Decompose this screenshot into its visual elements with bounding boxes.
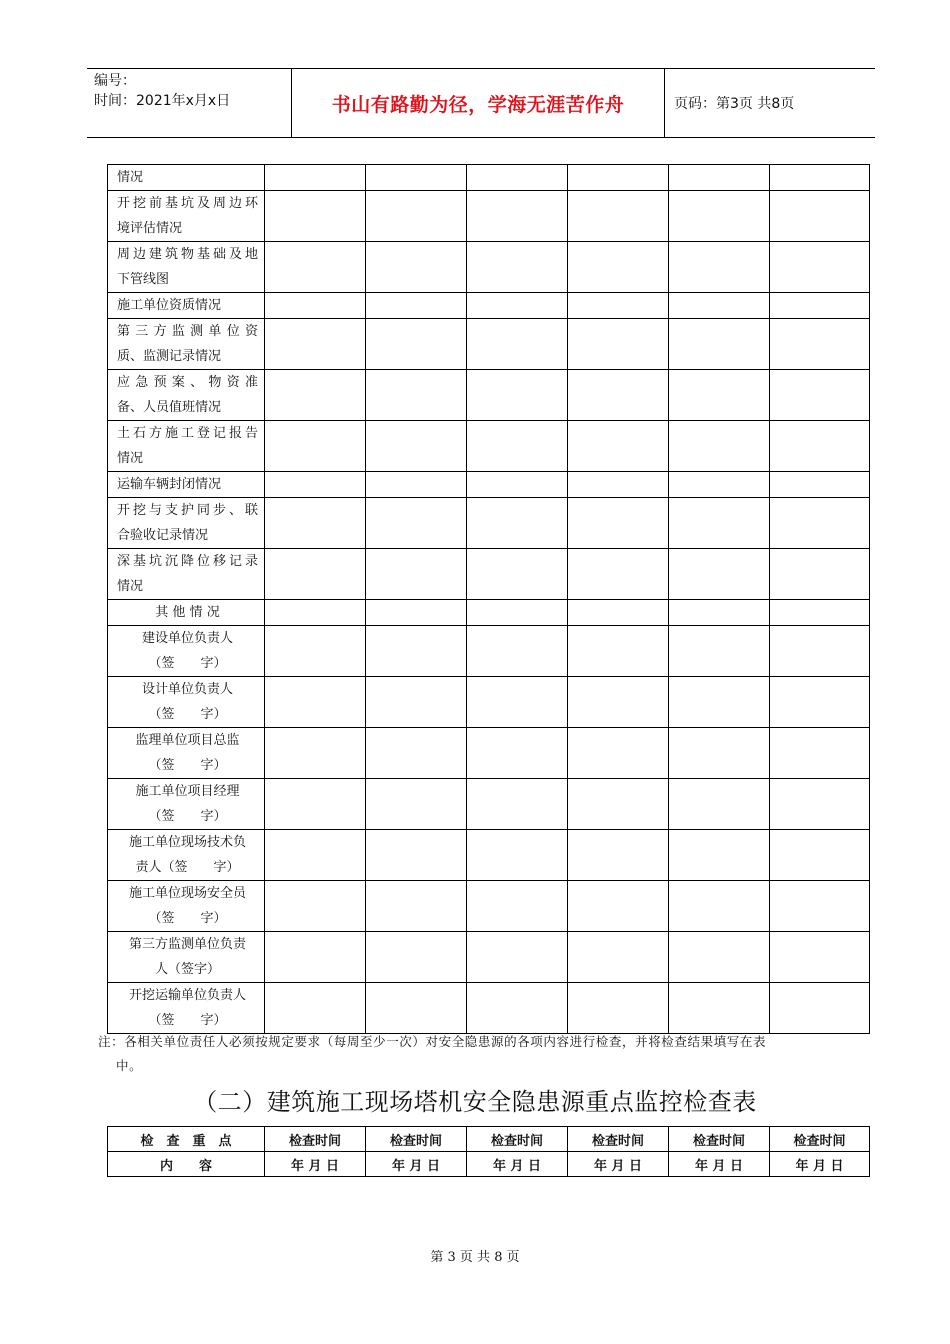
row-label-line: 周边建筑物基础及地 xyxy=(117,247,258,262)
check-cell[interactable] xyxy=(467,779,568,830)
row-label-line: （签 字） xyxy=(148,656,227,671)
row-label-line: 土石方施工登记报告 xyxy=(117,426,258,441)
date-cell[interactable]: 年 月 日 xyxy=(568,1152,669,1177)
check-cell[interactable] xyxy=(366,626,467,677)
row-label-line: 运输车辆封闭情况 xyxy=(117,477,222,492)
table-row xyxy=(108,728,870,779)
row-label xyxy=(108,932,265,983)
note-line-1: 注：各相关单位责任人必须按规定要求（每周至少一次）对安全隐患源的各项内容进行检查，并将检查结果填写在表 xyxy=(98,1034,767,1049)
row-label-line: 下管线图 xyxy=(117,272,170,287)
check-cell[interactable] xyxy=(366,421,467,472)
check-cell[interactable] xyxy=(770,932,870,983)
check-cell[interactable] xyxy=(770,498,870,549)
row-label-line: 情况 xyxy=(117,451,144,466)
check-cell[interactable] xyxy=(669,830,770,881)
check-cell[interactable] xyxy=(467,626,568,677)
page-header xyxy=(87,68,875,138)
check-cell[interactable] xyxy=(568,677,669,728)
row-label-line: （签 字） xyxy=(148,809,227,824)
check-cell[interactable] xyxy=(770,165,870,191)
check-cell[interactable] xyxy=(770,728,870,779)
check-cell[interactable] xyxy=(366,191,467,242)
row-label xyxy=(108,549,265,600)
check-cell[interactable] xyxy=(265,779,366,830)
row-label-line: 质、监测记录情况 xyxy=(117,349,222,364)
check-cell[interactable] xyxy=(366,779,467,830)
row-label xyxy=(108,600,265,626)
row-label-line: （签 字） xyxy=(148,911,227,926)
page-footer: 第 3 页 共 8 页 xyxy=(430,1250,520,1265)
check-cell[interactable] xyxy=(770,779,870,830)
section-title: （二）建筑施工现场塔机安全隐患源重点监控检查表 xyxy=(193,1088,757,1116)
check-cell[interactable] xyxy=(265,191,366,242)
row-label-line: 第三方监测单位资 xyxy=(117,324,258,339)
check-cell[interactable] xyxy=(568,498,669,549)
row-label-line: 情况 xyxy=(117,170,144,185)
row-label-line: 监理单位项目总监 xyxy=(135,733,240,748)
row-label xyxy=(108,191,265,242)
check-cell[interactable] xyxy=(467,191,568,242)
table-row xyxy=(108,191,870,242)
check-cell[interactable] xyxy=(366,165,467,191)
check-cell[interactable] xyxy=(770,983,870,1034)
row-label-line: 施工单位现场安全员 xyxy=(128,886,246,901)
key-points-header: 检 查 重 点 xyxy=(108,1127,265,1152)
check-cell[interactable] xyxy=(669,677,770,728)
row-label xyxy=(108,242,265,293)
check-cell[interactable] xyxy=(770,242,870,293)
check-cell[interactable] xyxy=(568,728,669,779)
check-cell[interactable] xyxy=(467,242,568,293)
table-header-row xyxy=(108,1127,870,1152)
check-cell[interactable] xyxy=(366,293,467,319)
check-cell[interactable] xyxy=(366,881,467,932)
check-cell[interactable] xyxy=(568,932,669,983)
check-cell[interactable] xyxy=(265,830,366,881)
check-cell[interactable] xyxy=(366,830,467,881)
check-cell[interactable] xyxy=(568,165,669,191)
header-page-label: 页码：第3页 共8页 xyxy=(674,96,795,112)
check-cell[interactable] xyxy=(467,319,568,370)
check-cell[interactable] xyxy=(568,779,669,830)
check-cell[interactable] xyxy=(265,881,366,932)
table-row xyxy=(108,472,870,498)
check-time-header: 检查时间 xyxy=(467,1127,568,1152)
table-row xyxy=(108,319,870,370)
row-label-line: 开挖与支护同步、联 xyxy=(117,503,258,518)
check-cell[interactable] xyxy=(265,932,366,983)
check-cell[interactable] xyxy=(568,600,669,626)
note-line-2: 中。 xyxy=(116,1058,143,1073)
check-time-header: 检查时间 xyxy=(265,1127,366,1152)
check-cell[interactable] xyxy=(467,600,568,626)
check-cell[interactable] xyxy=(366,370,467,421)
table-row xyxy=(108,830,870,881)
row-label xyxy=(108,370,265,421)
table-row xyxy=(108,881,870,932)
check-cell[interactable] xyxy=(467,830,568,881)
date-cell[interactable]: 年 月 日 xyxy=(770,1152,870,1177)
row-label-line: 设计单位负责人 xyxy=(141,682,233,697)
date-cell[interactable]: 年 月 日 xyxy=(265,1152,366,1177)
date-cell[interactable]: 年 月 日 xyxy=(669,1152,770,1177)
table-row xyxy=(108,626,870,677)
inspection-table xyxy=(107,164,870,1034)
row-label-line: 责人（签 字） xyxy=(135,860,240,875)
check-cell[interactable] xyxy=(669,549,770,600)
table-row xyxy=(108,421,870,472)
check-cell[interactable] xyxy=(568,983,669,1034)
check-cell[interactable] xyxy=(265,626,366,677)
table-row xyxy=(108,600,870,626)
check-cell[interactable] xyxy=(770,319,870,370)
check-cell[interactable] xyxy=(366,472,467,498)
table-row xyxy=(108,293,870,319)
header-motto: 书山有路勤为径，学海无涯苦作舟 xyxy=(292,69,665,137)
check-cell[interactable] xyxy=(568,191,669,242)
table-row xyxy=(108,498,870,549)
row-label-line: 开挖运输单位负责人 xyxy=(128,988,246,1003)
check-cell[interactable] xyxy=(568,370,669,421)
row-label xyxy=(108,881,265,932)
check-cell[interactable] xyxy=(770,421,870,472)
check-time-header: 检查时间 xyxy=(568,1127,669,1152)
check-cell[interactable] xyxy=(265,983,366,1034)
check-cell[interactable] xyxy=(568,242,669,293)
table-row xyxy=(108,932,870,983)
check-cell[interactable] xyxy=(669,779,770,830)
check-cell[interactable] xyxy=(467,472,568,498)
check-cell[interactable] xyxy=(467,370,568,421)
check-cell[interactable] xyxy=(467,498,568,549)
row-label xyxy=(108,421,265,472)
row-label-line: 第三方监测单位负责 xyxy=(128,937,246,952)
row-label-line: 深基坑沉降位移记录 xyxy=(117,554,258,569)
check-time-header: 检查时间 xyxy=(770,1127,870,1152)
row-label xyxy=(108,677,265,728)
check-cell[interactable] xyxy=(770,600,870,626)
check-cell[interactable] xyxy=(366,728,467,779)
check-cell[interactable] xyxy=(467,932,568,983)
check-cell[interactable] xyxy=(669,498,770,549)
date-cell[interactable]: 年 月 日 xyxy=(366,1152,467,1177)
check-cell[interactable] xyxy=(669,242,770,293)
check-cell[interactable] xyxy=(770,626,870,677)
check-cell[interactable] xyxy=(366,319,467,370)
table-date-row xyxy=(108,1152,870,1177)
row-label-line: 施工单位现场技术负 xyxy=(128,835,246,850)
check-cell[interactable] xyxy=(265,677,366,728)
row-label xyxy=(108,319,265,370)
check-cell[interactable] xyxy=(669,932,770,983)
row-label xyxy=(108,983,265,1034)
row-label-line: （签 字） xyxy=(148,707,227,722)
check-cell[interactable] xyxy=(265,472,366,498)
check-cell[interactable] xyxy=(770,830,870,881)
row-label xyxy=(108,626,265,677)
check-cell[interactable] xyxy=(467,421,568,472)
check-cell[interactable] xyxy=(669,472,770,498)
row-label-line: 施工单位项目经理 xyxy=(135,784,240,799)
check-cell[interactable] xyxy=(265,165,366,191)
check-cell[interactable] xyxy=(366,983,467,1034)
date-cell[interactable]: 年 月 日 xyxy=(467,1152,568,1177)
check-cell[interactable] xyxy=(669,881,770,932)
row-label xyxy=(108,165,265,191)
row-label-line: 应急预案、物资准 xyxy=(117,375,258,390)
check-cell[interactable] xyxy=(568,881,669,932)
check-cell[interactable] xyxy=(265,370,366,421)
check-cell[interactable] xyxy=(467,549,568,600)
check-cell[interactable] xyxy=(568,830,669,881)
check-cell[interactable] xyxy=(770,293,870,319)
check-cell[interactable] xyxy=(669,983,770,1034)
row-label xyxy=(108,472,265,498)
row-label-line: 其 他 情 况 xyxy=(155,605,220,620)
table-row xyxy=(108,549,870,600)
content-header: 内 容 xyxy=(108,1152,265,1177)
row-label xyxy=(108,498,265,549)
check-cell[interactable] xyxy=(467,165,568,191)
check-cell[interactable] xyxy=(669,626,770,677)
row-label-line: 合验收记录情况 xyxy=(117,528,209,543)
check-cell[interactable] xyxy=(366,549,467,600)
row-label-line: （签 字） xyxy=(148,1013,227,1028)
check-cell[interactable] xyxy=(265,293,366,319)
check-cell[interactable] xyxy=(467,293,568,319)
check-cell[interactable] xyxy=(568,626,669,677)
table-row xyxy=(108,370,870,421)
tower-crane-check-table xyxy=(107,1126,870,1177)
check-cell[interactable] xyxy=(467,677,568,728)
row-label xyxy=(108,779,265,830)
check-cell[interactable] xyxy=(366,498,467,549)
table-row xyxy=(108,677,870,728)
row-label-line: 建设单位负责人 xyxy=(141,631,233,646)
check-cell[interactable] xyxy=(265,549,366,600)
check-cell[interactable] xyxy=(265,421,366,472)
check-cell[interactable] xyxy=(366,932,467,983)
row-label xyxy=(108,728,265,779)
row-label-line: 备、人员值班情况 xyxy=(117,400,222,415)
check-time-header: 检查时间 xyxy=(366,1127,467,1152)
row-label xyxy=(108,293,265,319)
check-cell[interactable] xyxy=(265,600,366,626)
check-cell[interactable] xyxy=(265,498,366,549)
row-label-line: 境评估情况 xyxy=(117,221,183,236)
check-cell[interactable] xyxy=(669,191,770,242)
check-cell[interactable] xyxy=(669,600,770,626)
document-time-label: 时间：2021年x月x日 xyxy=(94,93,231,109)
check-cell[interactable] xyxy=(669,293,770,319)
check-cell[interactable] xyxy=(265,319,366,370)
document-number-label: 编号： xyxy=(94,73,136,89)
table-row xyxy=(108,242,870,293)
check-cell[interactable] xyxy=(669,319,770,370)
check-cell[interactable] xyxy=(770,472,870,498)
check-cell[interactable] xyxy=(669,370,770,421)
check-cell[interactable] xyxy=(669,165,770,191)
check-cell[interactable] xyxy=(467,728,568,779)
check-cell[interactable] xyxy=(669,728,770,779)
check-cell[interactable] xyxy=(770,191,870,242)
table-row xyxy=(108,779,870,830)
check-cell[interactable] xyxy=(366,600,467,626)
row-label-line: 人（签字） xyxy=(154,962,220,977)
check-cell[interactable] xyxy=(669,421,770,472)
check-cell[interactable] xyxy=(568,293,669,319)
header-meta xyxy=(87,69,292,137)
check-cell[interactable] xyxy=(770,677,870,728)
check-cell[interactable] xyxy=(467,983,568,1034)
check-cell[interactable] xyxy=(770,881,870,932)
table-note xyxy=(98,1030,843,1078)
table-row xyxy=(108,983,870,1034)
row-label-line: 施工单位资质情况 xyxy=(117,298,222,313)
check-cell[interactable] xyxy=(568,421,669,472)
check-cell[interactable] xyxy=(568,319,669,370)
check-cell[interactable] xyxy=(366,677,467,728)
row-label-line: （签 字） xyxy=(148,758,227,773)
check-cell[interactable] xyxy=(770,370,870,421)
check-cell[interactable] xyxy=(265,728,366,779)
row-label-line: 开挖前基坑及周边环 xyxy=(117,196,258,211)
check-cell[interactable] xyxy=(568,549,669,600)
table-row xyxy=(108,165,870,191)
check-cell[interactable] xyxy=(366,242,467,293)
check-cell[interactable] xyxy=(467,881,568,932)
check-time-header: 检查时间 xyxy=(669,1127,770,1152)
check-cell[interactable] xyxy=(568,472,669,498)
row-label xyxy=(108,830,265,881)
check-cell[interactable] xyxy=(265,242,366,293)
check-cell[interactable] xyxy=(770,549,870,600)
row-label-line: 情况 xyxy=(117,579,144,594)
